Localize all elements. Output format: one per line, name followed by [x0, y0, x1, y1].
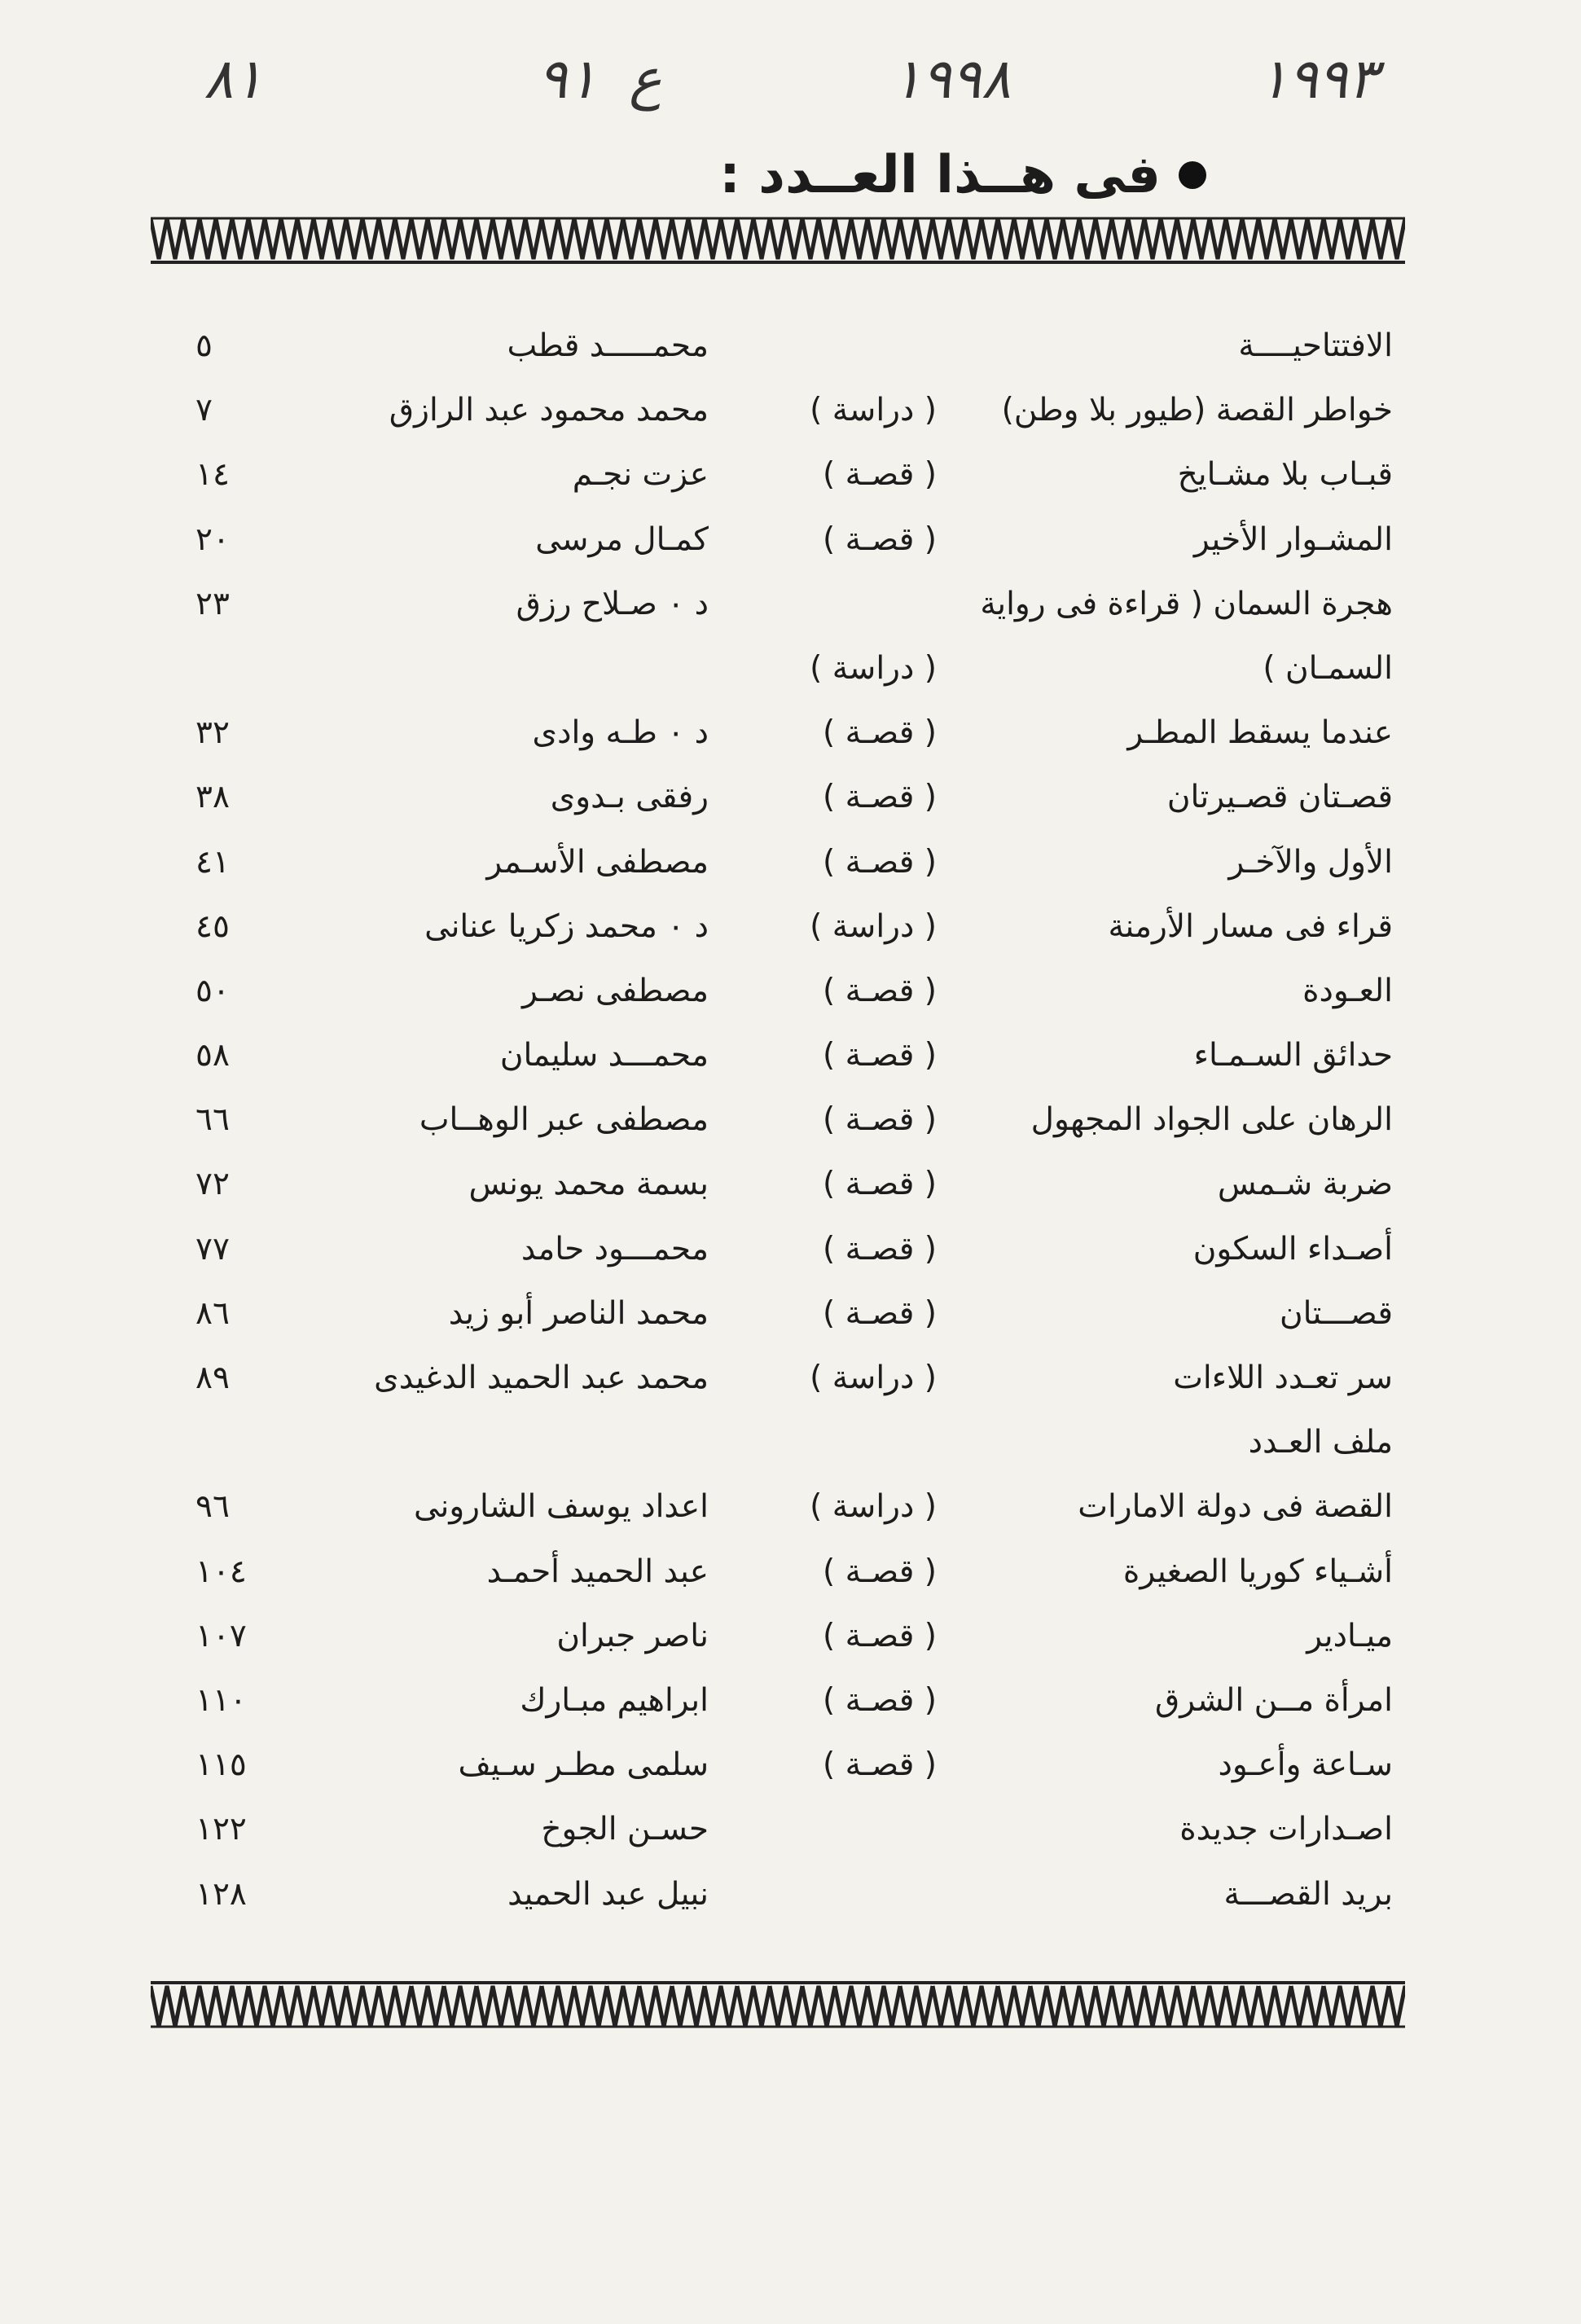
bullet-icon [1179, 161, 1206, 189]
toc-page-number: ٢٠ [195, 521, 230, 558]
toc-title: سر تعـدد اللاءات [1173, 1360, 1393, 1396]
toc-author: د ٠ محمد زكريا عنانى [424, 907, 709, 945]
toc-page-number: ٧ [195, 392, 213, 429]
handwritten-year-mark-2: ١٩٩٨ [892, 47, 1012, 112]
toc-type: ( قصـة ) [822, 843, 937, 881]
toc-page-number: ٩٦ [195, 1488, 230, 1526]
toc-author: د ٠ صـلاح رزق [516, 585, 709, 622]
toc-type: ( دراسة ) [810, 907, 937, 945]
toc-title: القصة فى دولة الامارات [1078, 1488, 1393, 1526]
decorative-rule-top [151, 210, 1405, 267]
toc-page-number: ١٢٨ [195, 1875, 247, 1913]
toc-author: محمـــــد قطب [507, 327, 709, 364]
toc-row[interactable] [163, 1026, 1393, 1090]
toc-page-number: ٥٨ [195, 1037, 230, 1074]
toc-title: السمـان ) [1263, 649, 1393, 687]
toc-title: الافتتاحيــــة [1238, 327, 1393, 364]
toc-title: المشـوار الأخير [1193, 521, 1393, 558]
toc-author: كمـال مرسى [535, 521, 709, 558]
toc-page-number: ٣٢ [195, 714, 230, 752]
toc-type: ( قصـة ) [822, 1681, 937, 1719]
toc-page-number: ١٤ [195, 456, 230, 494]
toc-type: ( قصـة ) [822, 972, 937, 1009]
toc-author: مصطفى نصـر [522, 972, 709, 1009]
handwritten-issue-number: ٩١ [538, 47, 598, 112]
toc-title: حدائق السـمـاء [1193, 1037, 1393, 1074]
toc-author: محمد عبد الحميد الدغيدى [374, 1360, 709, 1396]
toc-title: قراء فى مسار الأرمنة [1108, 907, 1393, 945]
toc-row[interactable] [163, 767, 1393, 832]
toc-page-number: ٤٥ [195, 907, 230, 945]
toc-type: ( قصـة ) [822, 714, 937, 752]
toc-type: ( قصـة ) [822, 779, 937, 816]
toc-type: ( قصـة ) [822, 1294, 937, 1332]
toc-row[interactable] [163, 639, 1393, 703]
toc-page-number: ٥٠ [195, 972, 230, 1009]
toc-page-number: ١١٠ [195, 1681, 247, 1719]
toc-title: الأول والآخـر [1228, 843, 1393, 881]
toc-title: قبـاب بلا مشـايخ [1177, 456, 1393, 494]
toc-type: ( قصـة ) [822, 521, 937, 558]
toc-page-number: ١٠٧ [195, 1617, 247, 1654]
toc-page-number: ١٠٤ [195, 1553, 247, 1590]
toc-title: قصـــتان [1279, 1294, 1393, 1332]
toc-row[interactable] [163, 510, 1393, 574]
toc-title: سـاعة وأعـود [1218, 1746, 1393, 1784]
toc-type: ( قصـة ) [822, 1617, 937, 1654]
toc-type: ( دراسة ) [810, 649, 937, 687]
toc-row[interactable] [163, 380, 1393, 445]
toc-author: عزت نجـم [572, 456, 709, 494]
toc-author: محمد الناصر أبو زيد [448, 1294, 709, 1332]
toc-author: نبيل عبد الحميد [507, 1875, 709, 1913]
toc-page-number: ٦٦ [195, 1101, 230, 1139]
toc-author: حسـن الجوخ [541, 1811, 709, 1848]
toc-type: ( قصـة ) [822, 456, 937, 494]
toc-type: ( قصـة ) [822, 1230, 937, 1267]
toc-author: محمد محمود عبد الرازق [389, 392, 709, 429]
toc-row[interactable] [163, 1542, 1393, 1606]
toc-row[interactable] [163, 1477, 1393, 1541]
toc-row[interactable] [163, 574, 1393, 639]
toc-row[interactable] [163, 1799, 1393, 1864]
toc-type: ( قصـة ) [822, 1553, 937, 1590]
toc-title: ضربة شـمس [1217, 1166, 1393, 1203]
page-title [719, 145, 1206, 205]
toc-type: ( قصـة ) [822, 1166, 937, 1203]
toc-title: العـودة [1302, 972, 1393, 1009]
toc-row[interactable] [163, 1865, 1393, 1929]
toc-page-number: ٣٨ [195, 779, 230, 816]
toc-type: ( قصـة ) [822, 1101, 937, 1139]
toc-title: امرأة مــن الشرق [1154, 1681, 1393, 1719]
toc-title: ملف العـدد [1248, 1424, 1393, 1461]
toc-page-number: ١٢٢ [195, 1811, 247, 1848]
toc-row[interactable] [163, 961, 1393, 1026]
toc-author: ناصر جبران [556, 1617, 709, 1654]
toc-row[interactable] [163, 703, 1393, 767]
toc-page-number: ١١٥ [195, 1746, 247, 1784]
toc-author: ابراهيم مبـارك [520, 1681, 709, 1719]
toc-row[interactable] [163, 1606, 1393, 1671]
toc-title: الرهان على الجواد المجهول [1030, 1101, 1393, 1139]
toc-page-number: ٧٧ [195, 1230, 230, 1267]
toc-type: ( دراسة ) [810, 1488, 937, 1526]
toc-type: ( قصـة ) [822, 1037, 937, 1074]
toc-row[interactable] [163, 445, 1393, 509]
toc-author: بسمة محمد يونس [468, 1166, 709, 1203]
toc-author: عبد الحميد أحمـد [486, 1553, 709, 1590]
toc-title: ميـادير [1307, 1617, 1393, 1654]
toc-row[interactable] [163, 1735, 1393, 1799]
table-of-contents [163, 316, 1393, 1929]
handwritten-year-mark: ١٩٩٣ [1258, 47, 1378, 112]
toc-title: اصـدارات جديدة [1179, 1811, 1393, 1848]
toc-title: عندما يسقط المطـر [1127, 714, 1393, 752]
toc-row[interactable] [163, 1219, 1393, 1284]
toc-page-number: ٨٦ [195, 1294, 230, 1332]
page-title-text: فى هــذا العــدد : [719, 145, 1161, 205]
toc-row[interactable] [163, 1284, 1393, 1348]
toc-row[interactable] [163, 833, 1393, 897]
toc-page-number: ٥ [195, 327, 213, 364]
decorative-rule-bottom [151, 1978, 1405, 2035]
toc-row[interactable] [163, 1412, 1393, 1477]
toc-row[interactable] [163, 1348, 1393, 1412]
toc-author: محمـــد سليمان [499, 1037, 709, 1074]
toc-row[interactable] [163, 1154, 1393, 1219]
handwritten-number-mark: ٨١ [204, 47, 264, 112]
toc-row[interactable] [163, 1090, 1393, 1154]
toc-author: محمـــود حامد [520, 1230, 709, 1267]
toc-row[interactable] [163, 1671, 1393, 1735]
toc-type: ( دراسة ) [810, 1360, 937, 1396]
toc-page-number: ٧٢ [195, 1166, 230, 1203]
toc-title: خواطر القصة (طيور بلا وطن) [1001, 392, 1393, 429]
toc-type: ( قصـة ) [822, 1746, 937, 1784]
toc-author: اعداد يوسف الشارونى [413, 1488, 709, 1526]
toc-title: هجرة السمان ( قراءة فى رواية [980, 585, 1393, 622]
toc-title: أشـياء كوريا الصغيرة [1122, 1553, 1393, 1590]
toc-row[interactable] [163, 316, 1393, 380]
toc-page-number: ٨٩ [195, 1360, 230, 1396]
toc-row[interactable] [163, 897, 1393, 961]
toc-page-number: ٤١ [195, 843, 230, 881]
toc-author: د ٠ طـه وادى [532, 714, 709, 752]
toc-title: قصـتان قصـيرتان [1166, 779, 1393, 816]
toc-title: بريد القصـــة [1223, 1875, 1393, 1913]
toc-title: أصـداء السكون [1192, 1230, 1393, 1267]
toc-author: رفقى بـدوى [550, 779, 709, 816]
toc-type: ( دراسة ) [810, 392, 937, 429]
toc-page-number: ٢٣ [195, 585, 230, 622]
toc-author: مصطفى الأسـمر [486, 843, 709, 881]
handwritten-issue-letter: ع [629, 47, 662, 112]
toc-author: سلمى مطـر سـيف [458, 1746, 709, 1784]
toc-author: مصطفى عبر الوهــاب [419, 1101, 709, 1139]
